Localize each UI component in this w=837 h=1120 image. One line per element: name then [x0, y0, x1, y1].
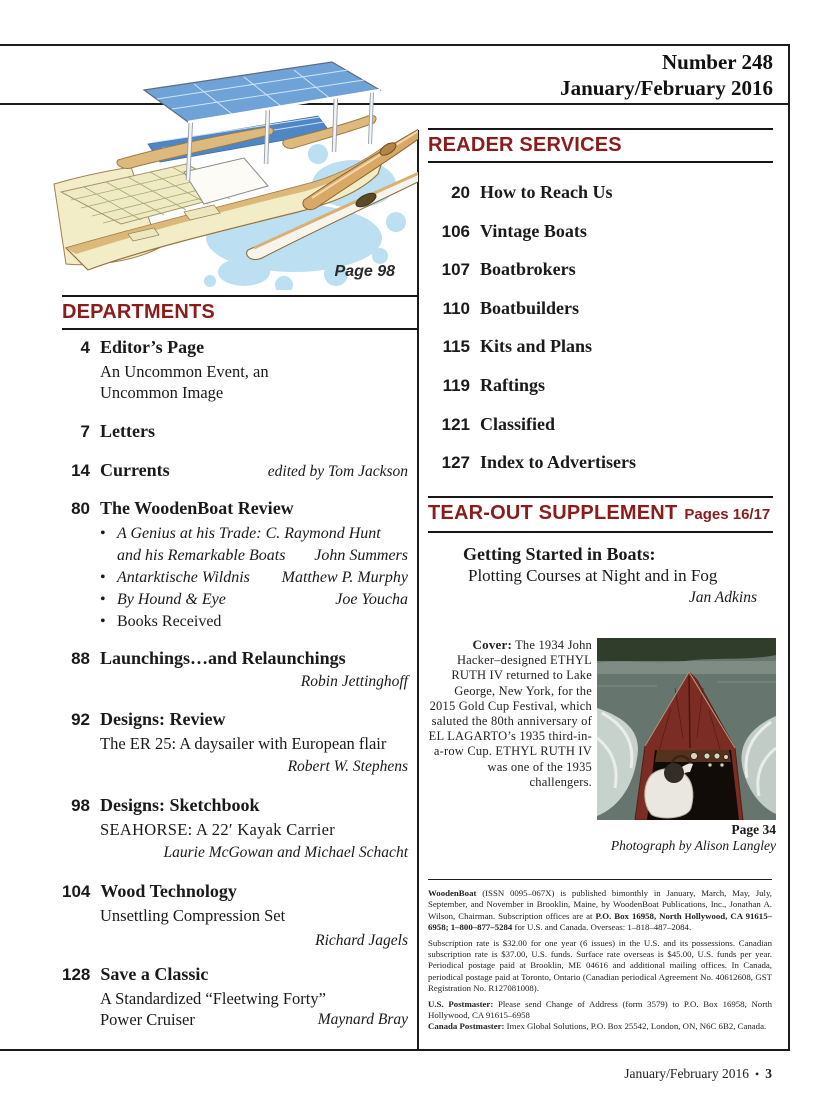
- masthead-paragraph: Subscription rate is $32.00 for one year (6 issues) in the U.S. and its possessions. Canadian subscription rate is $37.00, U.S. funds. Surface rate overseas is $45.00, U.S. funds per year. Periodical postage paid at Brooklin, ME 04616 and additional mailing offices. In Canada, periodical postage paid at Toronto, Ontario (Canadian periodical Agreement No. 40612608, GST Registration No. R127081008).: [428, 937, 772, 994]
- supplement-feature: [428, 543, 772, 608]
- entry-title: Letters: [100, 421, 155, 441]
- entry-page-number: 4: [80, 338, 90, 357]
- toc-entry-woodenboat-review: [62, 497, 408, 633]
- bullet-icon: •: [100, 591, 106, 608]
- rs-entry: [428, 258, 772, 297]
- entry-subtitle: Uncommon Image: [100, 383, 224, 402]
- entry-title: Save a Classic: [100, 964, 209, 984]
- masthead-paragraph: U.S. Postmaster: Please send Change of Address (form 3579) to P.O. Box 16958, North Hollywood, CA 91615–6958: [428, 998, 772, 1021]
- toc-entry-designs-review: [62, 708, 408, 777]
- review-bullet: • A Genius at his Trade: C. Raymond Hunt: [100, 523, 408, 545]
- entry-title: Launchings…and Relaunchings: [100, 648, 346, 668]
- rs-entry: [428, 335, 772, 374]
- reader-services-list: [428, 181, 772, 490]
- entry-title: How to Reach Us: [480, 182, 613, 202]
- entry-title: Editor’s Page: [100, 337, 205, 357]
- entry-page-number: 121: [441, 414, 470, 434]
- entry-page-number: 106: [441, 221, 470, 241]
- masthead-rule: [428, 879, 772, 880]
- entry-page-number: 7: [80, 422, 90, 441]
- entry-page-number: 88: [71, 649, 90, 668]
- entry-author: edited by Tom Jackson: [267, 463, 408, 480]
- issue-header: [380, 49, 773, 101]
- toc-entry-currents: [62, 459, 408, 481]
- entry-author: Richard Jagels: [315, 932, 408, 949]
- toc-entry-launchings: [62, 647, 408, 692]
- entry-title: Designs: Review: [100, 709, 226, 729]
- driver-cap: [664, 763, 684, 783]
- toc-entry-letters: [62, 420, 408, 442]
- photo-credit: Photograph by Alison Langley: [610, 838, 776, 853]
- entry-subtitle-row: Power Cruiser Maynard Bray: [100, 1010, 408, 1029]
- rs-entry: [428, 413, 772, 452]
- review-bullet-continued: and his Remarkable Boats John Summers: [100, 545, 408, 567]
- entry-author: Joe Youcha: [335, 591, 408, 608]
- rs-entry: [428, 297, 772, 336]
- supplement-pages: Pages 16/17: [684, 506, 771, 523]
- entry-page-number: 20: [451, 183, 470, 202]
- departments-section-title: DEPARTMENTS: [62, 295, 418, 330]
- entry-subtitle: A Standardized “Fleetwing Forty”: [100, 989, 326, 1008]
- review-bullet: • Books Received: [100, 611, 408, 633]
- bullet-icon: •: [100, 525, 106, 542]
- rs-entry: [428, 374, 772, 413]
- top-rule: [0, 44, 790, 46]
- boat-illustration: [36, 52, 418, 290]
- entry-page-number: 110: [442, 298, 470, 318]
- entry-author: Robert W. Stephens: [287, 758, 408, 775]
- masthead-paragraph: WoodenBoat (ISSN 0095–067X) is published bimonthly in January, March, May, July, September, and November in Brooklin, Maine, by WoodenBoat Publications, Inc., Jonathan A. Wilson, Chairman. Subscription offices are at P.O. Box 16958, North Hollywood, CA 91615–6958; 1–800–877–5284 for U.S. and Canada. Overseas: 1–818–487–2084.: [428, 888, 772, 933]
- entry-title: Raftings: [480, 374, 546, 395]
- reader-services-section-title: READER SERVICES: [428, 128, 773, 163]
- entry-subtitle: An Uncommon Event, an: [100, 362, 269, 381]
- entry-title: Boatbuilders: [480, 297, 580, 318]
- review-bullet: • Antarktische Wildnis Matthew P. Murphy: [100, 567, 408, 589]
- rs-entry: [428, 181, 772, 220]
- entry-title: Kits and Plans: [480, 336, 593, 357]
- entry-title: Classified: [480, 413, 556, 434]
- cover-label: Cover:: [472, 637, 512, 652]
- toc-entry-designs-sketchbook: [62, 794, 408, 863]
- supplement-section-title: TEAR-OUT SUPPLEMENT Pages 16/17: [428, 496, 773, 533]
- masthead: [428, 888, 772, 1037]
- illustration-page-ref: Page 98: [334, 263, 395, 280]
- photo-page-ref: Page 34: [731, 822, 776, 837]
- bullet-icon: •: [100, 569, 106, 586]
- entry-subtitle: The ER 25: A daysailer with European flair: [100, 734, 387, 753]
- entry-title: Wood Technology: [100, 881, 237, 901]
- cover-note: Cover: The 1934 John Hacker–designed ETHYL RUTH IV returned to Lake George, New York, for the 2015 Gold Cup Festival, which saluted the 80th anniversary of EL LAGARTO’s 1935 third-in-a-row Cup. ETHYL RUTH IV was one of the 1935 challengers.: [428, 637, 592, 789]
- entry-title: The WoodenBoat Review: [100, 498, 294, 518]
- bottom-rule: [0, 1049, 790, 1051]
- entry-page-number: 104: [62, 882, 91, 901]
- rs-entry: [428, 220, 772, 259]
- entry-author: Maynard Bray: [317, 1011, 408, 1028]
- issue-date: January/February 2016: [560, 76, 773, 100]
- masthead-paragraph: Canada Postmaster: Imex Global Solutions, P.O. Box 25542, London, ON, N6C 6B2, Canada.: [428, 1021, 767, 1032]
- footer-bullet: •: [755, 1067, 760, 1081]
- entry-title: Vintage Boats: [480, 220, 587, 241]
- entry-page-number: 128: [62, 965, 91, 984]
- entry-page-number: 80: [71, 499, 90, 518]
- entry-page-number: 107: [441, 260, 470, 280]
- entry-page-number: 115: [442, 337, 470, 357]
- right-edge-rule: [788, 44, 790, 1051]
- entry-subtitle: SEAHORSE: A 22′ Kayak Carrier: [100, 820, 336, 839]
- entry-page-number: 119: [442, 375, 470, 395]
- entry-page-number: 92: [71, 710, 90, 729]
- photo-caption: [560, 822, 776, 854]
- entry-title: Currents: [100, 460, 170, 480]
- entry-title: Index to Advertisers: [480, 452, 636, 473]
- issue-number: Number 248: [661, 50, 773, 74]
- page-footer: [428, 1066, 772, 1082]
- toc-entry-wood-technology: [62, 880, 408, 951]
- entry-author: John Summers: [314, 547, 408, 564]
- entry-page-number: 127: [441, 453, 470, 473]
- review-bullet: • By Hound & Eye Joe Youcha: [100, 589, 408, 611]
- footer-date: January/February 2016: [624, 1066, 750, 1081]
- entry-subtitle: Unsettling Compression Set: [100, 906, 286, 925]
- feature-author: Jan Adkins: [688, 589, 757, 606]
- bullet-icon: •: [100, 613, 106, 630]
- toc-entry-save-a-classic: [62, 963, 408, 1030]
- cover-photo: [597, 638, 776, 820]
- feature-subtitle: Plotting Courses at Night and in Fog: [468, 566, 718, 585]
- rs-entry: [428, 451, 772, 490]
- entry-page-number: 98: [71, 796, 90, 815]
- entry-title: Designs: Sketchbook: [100, 795, 260, 815]
- entry-title: Boatbrokers: [480, 259, 576, 280]
- footer-page-number: 3: [765, 1066, 772, 1081]
- feature-title: Getting Started in Boats:: [463, 544, 656, 564]
- entry-author: Robin Jettinghoff: [300, 673, 408, 690]
- entry-author: Matthew P. Murphy: [281, 569, 408, 586]
- entry-page-number: 14: [71, 461, 90, 480]
- entry-author: Laurie McGowan and Michael Schacht: [163, 844, 408, 861]
- toc-entry-editors-page: [62, 336, 408, 403]
